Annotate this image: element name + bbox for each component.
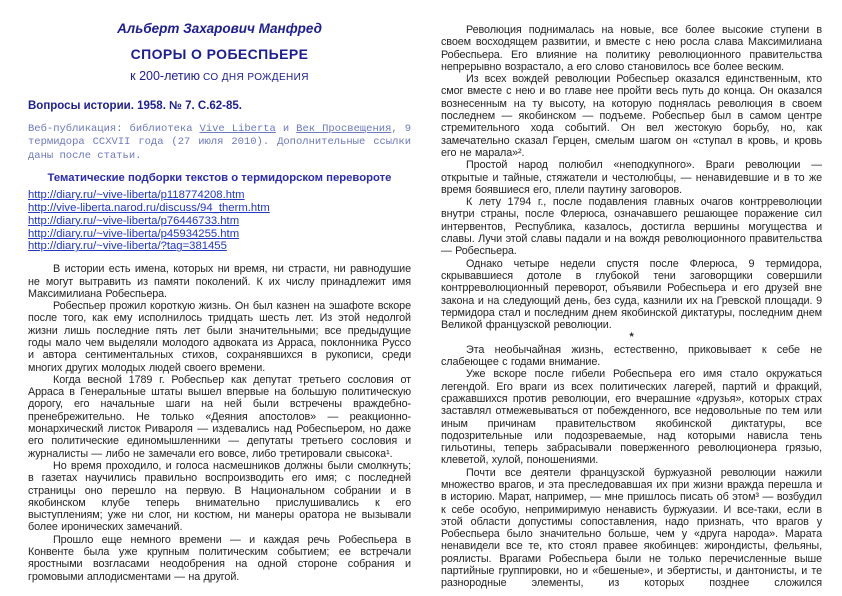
thermidor-link-5[interactable]: http://diary.ru/~vive-liberta/?tag=381455 xyxy=(28,240,227,253)
thermidor-link-1[interactable]: http://diary.ru/~vive-liberta/p118774208.htm xyxy=(28,189,245,202)
article-paragraph: Из всех вождей революции Робеспьер оказался единственным, кто смог вместе с нею и во главе нее пройти весь путь до конца. Он оказался вознесенным на ту высоту, на которую поднялась революция в своем последнем — якобинском — подъеме. Робеспьер был в самом центре стремительного хода событий. Он вел жестокую борьбу, но, как замечательно сказал Герцен, смелым шагом он «ступал в кровь, и кровь его не марала»². xyxy=(441,73,822,159)
webpub-text: и xyxy=(275,123,297,135)
article-paragraph: К лету 1794 г., после подавления главных очагов контрреволюции внутри страны, после Флерюса, означавшего решающее поражение сил интервентов, Республика, казалось, достигла вершины могущества и славы. Лучи этой славы падали и на вождя революционного правительства — Робеспьера. xyxy=(441,196,822,258)
thermidor-link-3[interactable]: http://diary.ru/~vive-liberta/p76446733.htm xyxy=(28,214,240,227)
article-paragraph: Революция поднималась на новые, все более высокие ступени в своем восходящем развитии, и вместе с нею росла слава Максимилиана Робеспьера. Его влияние на политику революционного правительства непрерывно возрастало, а его слово становилось все более веским. xyxy=(441,24,822,73)
thematic-heading: Тематические подборки текстов о термидорском перевороте xyxy=(47,172,392,185)
article-paragraph: Уже вскоре после гибели Робеспьера его имя стало окружаться легендой. Его враги из всех политических лагерей, партий и фракций, сражавшихся против революции, его вчерашние «друзья», которых страх заставлял отмежевываться от побежденного, все недовольные по тем или иным причинам правительством якобинской диктатуры, все подозрительные или подозреваемые, над которыми нависла тень гильотины, теперь забрасывали поверженного революционера грязью, клеветой, хулой, поношениями. xyxy=(441,368,822,467)
article-paragraph: Прошло еще немного времени — и каждая речь Робеспьера в Конвенте была уже крупным политическим событием; ее встречали яростными возгласами неодобрения на одной стороне собрания и громовыми аплодисментами — на другой. xyxy=(28,533,411,583)
journal-source: Вопросы истории. 1958. № 7. С.62-85. xyxy=(28,100,242,112)
author-name: Альберт Захарович Манфред xyxy=(117,21,322,36)
left-column xyxy=(28,0,411,596)
vive-liberta-library-link[interactable]: Vive Liberta xyxy=(199,123,276,135)
article-paragraph: Но время проходило, и голоса насмешников должны были смолкнуть; в газетах научились правильно воспроизводить его имя; с последней страницы оно перешло на первую. В Национальном собрании и в якобинском клубе теперь внимательно прислушивались к его выступлениям; уже ни слог, ни костюм, ни манеры оратора не вызывали более иронических замечаний. xyxy=(28,459,411,534)
webpub-text: Веб-публикация: библиотека xyxy=(28,123,200,135)
article-paragraph: Когда весной 1789 г. Робеспьер как депутат третьего сословия от Арраса в Генеральные штаты вышел впервые на большую политическую дорогу, его начальные шаги на ней были встречены враждебно-пренебрежительно. Не только «Деяния апостолов» — реакционно-монархический листок Ривароля — издевались над Робеспьером, но даже его политические единомышленники — депутаты третьего сословия и журналисты — либо не замечали его вовсе, либо третировали свысока¹. xyxy=(28,373,411,460)
thermidor-link-4[interactable]: http://diary.ru/~vive-liberta/p45934255.htm xyxy=(28,227,240,240)
article-paragraph: В истории есть имена, которых ни время, ни страсти, ни равнодушие не могут вытравить из памяти поколений. К их числу принадлежит имя Максимилиана Робеспьера. xyxy=(28,263,411,300)
vek-prosveshcheniya-link[interactable]: Век Просвещения xyxy=(296,123,392,135)
article-body-left xyxy=(28,263,411,583)
subtitle-caps: СО ДНЯ РОЖДЕНИЯ xyxy=(203,72,309,83)
article-paragraph: Эта необычайная жизнь, естественно, приковывает к себе не слабеющее с годами внимание. xyxy=(441,343,822,369)
web-publication-note xyxy=(28,123,411,163)
article-paragraph: Однако четыре недели спустя после Флерюса, 9 термидора, скрывавшиеся дотоле в глубокой тени заговорщики совершили контрреволюционный переворот, объявили Робеспьера и его друзей вне закона и на следующий день, без суда, казнили их на Гревской площади. 9 термидора стал и последним днем якобинской диктатуры, последним днем Великой французской революции. xyxy=(441,257,822,332)
section-separator: * xyxy=(629,331,634,344)
article-title: СПОРЫ О РОБЕСПЬЕРЕ xyxy=(130,46,309,62)
right-column xyxy=(441,0,822,596)
webpub-text: , 9 термидора CCXVII года (27 июля 2010). Дополнительные ссылки даны после статьи. xyxy=(28,123,411,162)
article-paragraph: Почти все деятели французской буржуазной революции нажили множество врагов, и эта преследовавшая их при жизни вражда перешла и в историю. Марат, например, — мне пришлось писать об этом³ — возбудил к себе особую, непримиримую ненависть буржуазии. И все-таки, если в этой области допустимы сопоставления, надо признать, что врагов у Робеспьера было значительно больше, чем у «друга народа». Марата ненавидели все те, кто стоял правее якобинцев: жирондисты, фельяны, роялисты. Врагами Робеспьера были не только перечисленные выше партийные группировки, но и «бешеные», и эбертисты, и дантонисты, и те разнородные элементы, из которых позднее сложился xyxy=(441,466,822,590)
thermidor-links-list xyxy=(28,189,411,253)
article-subtitle xyxy=(28,69,411,85)
article-paragraph: Простой народ полюбил «неподкупного». Враги революции — открытые и тайные, стяжатели и честолюбцы, — ненавидевшие и в то же время боявшиеся его, плели паутину заговоров. xyxy=(441,159,822,196)
thermidor-link-2[interactable]: http://vive-liberta.narod.ru/discuss/94_therm.htm xyxy=(28,202,270,215)
subtitle-prefix: к 200-летию xyxy=(130,69,200,83)
article-body-right xyxy=(441,24,822,590)
article-paragraph: Робеспьер прожил короткую жизнь. Он был казнен на эшафоте вскоре после того, как ему исполнилось тридцать шесть лет. Из этой недолгой жизни лишь последние пять лет были значительными; все предыдущие годы мало чем выделяли молодого адвоката из Арраса, поклонника Руссо и автора сентиментальных стихов, сохранявшихся в рукописи, среди многих других молодых людей своего времени. xyxy=(28,300,411,374)
